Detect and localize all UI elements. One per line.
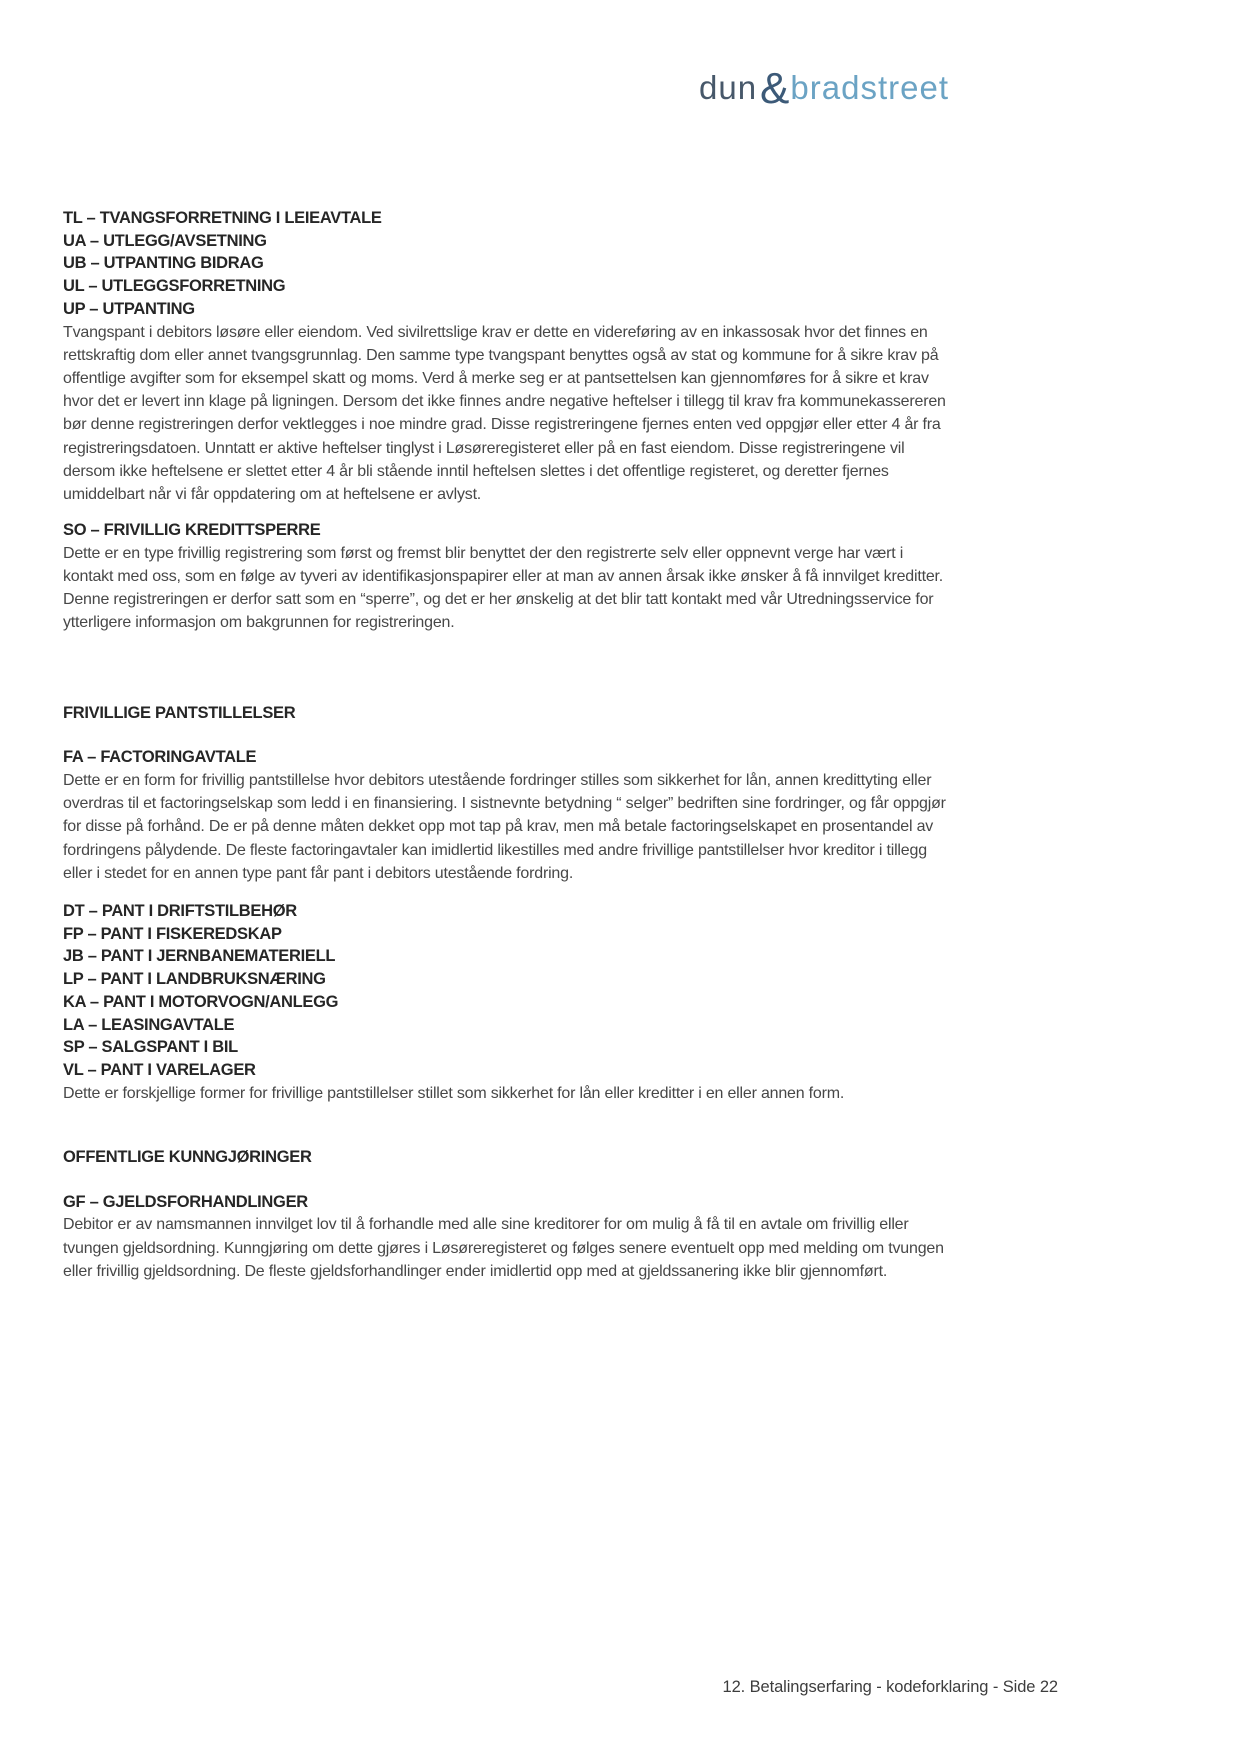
paragraph-kredittsperre: Dette er en type frivillig registrering som først og fremst blir benyttet der den registrerte selv eller oppnevnt verge har vært i kontakt med oss, som en følge av tyveri av identifikasjonspapirer eller at man av annen årsak ikke ønsker å få innvilget kreditter. Denne registreringen er derfor satt som en “sperre”, og det er her ønskelig at det blir tatt kontakt med vår Utredningsservice for ytterligere informasjon om bakgrunnen for registreringen. — [63, 544, 944, 632]
code-heading-ua: UA – UTLEGG/AVSETNING — [63, 231, 267, 250]
paragraph-frivillige-pantstillelser: Dette er forskjellige former for frivillige pantstillelser stillet som sikkerhet for lån eller kreditter i en eller annen form. — [63, 1084, 845, 1102]
logo-text-dun: dun — [698, 69, 758, 106]
code-heading-group-pant — [63, 900, 955, 1082]
section-heading-frivillige-pantstillelser: FRIVILLIGE PANTSTILLELSER — [63, 703, 296, 722]
logo-ampersand-icon: & — [760, 64, 790, 113]
code-heading-ka: KA – PANT I MOTORVOGN/ANLEGG — [63, 992, 339, 1011]
code-heading-dt: DT – PANT I DRIFTSTILBEHØR — [63, 902, 297, 921]
code-heading-vl: VL – PANT I VARELAGER — [63, 1061, 256, 1079]
paragraph-factoringavtale: Dette er en form for frivillig pantstillelse hvor debitors utestående fordringer stilles som sikkerhet for lån, annen kredittyting eller overdras til et factoringselskap som ledd i en finansiering. I sistnevnte betydning “ selger” bedriften sine fordringer, og får oppgjør for disse på forhånd. De er på denne måten dekket opp mot tap på krav, men må betale factoringselskapet en prosentandel av fordringens pålydende. De fleste factoringavtaler kan imidlertid likestilles med andre frivillige pantstillelser hvor kreditor i tillegg eller i stedet for en annen type pant får pant i debitors utestående fordring. — [63, 772, 946, 882]
code-heading-up: UP – UTPANTING — [63, 299, 195, 318]
code-heading-fp: FP – PANT I FISKEREDSKAP — [63, 924, 282, 943]
code-heading-group-tvangspant — [63, 207, 955, 321]
code-heading-ul: UL – UTLEGGSFORRETNING — [63, 277, 286, 296]
code-heading-gf: GF – GJELDSFORHANDLINGER — [63, 1192, 308, 1211]
code-heading-ub: UB – UTPANTING BIDRAG — [63, 254, 264, 273]
code-heading-so: SO – FRIVILLIG KREDITTSPERRE — [63, 521, 321, 540]
document-body — [63, 207, 955, 1283]
logo-text-bradstreet: bradstreet — [790, 69, 949, 106]
paragraph-tvangspant: Tvangspant i debitors løsøre eller eiendom. Ved sivilrettslige krav er dette en videreføring av en inkassosak hvor det finnes en rettskraftig dom eller annet tvangsgrunnlag. Den samme type tvangspant benyttes også av stat og kommune for å sikre krav på offentlige avgifter som for eksempel skatt og moms. Verd å merke seg er at pantsettelsen kan gjennomføres for å sikre et krav hvor det er levert inn klage på ligningen. Dersom det ikke finnes andre negative heftelser i tillegg til krav fra kommunekassereren bør denne registreringen derfor vektlegges i noe mindre grad. Disse registreringene fjernes enten ved oppgjør eller etter 4 år fra registreringsdatoen. Unntatt er aktive heftelser tinglyst i Løsøreregisteret eller på en fast eiendom. Disse registreringene vil dersom ikke heftelsene er slettet etter 4 år bli stående inntil heftelsen slettes i det offentlige registeret, og deretter fjernes umiddelbart når vi får oppdatering om at heftelsene er avlyst. — [63, 323, 946, 503]
paragraph-gjeldsforhandlinger: Debitor er av namsmannen innvilget lov til å forhandle med alle sine kreditorer for om mulig å få til en avtale om frivillig eller tvungen gjeldsordning. Kunngjøring om dette gjøres i Løsøreregisteret og følges senere eventuelt opp med melding om tvungen eller frivillig gjeldsordning. De fleste gjeldsforhandlinger ender imidlertid opp med at gjeldssanering ikke blir gjennomført. — [63, 1216, 944, 1280]
page-footer: 12. Betalingserfaring - kodeforklaring - Side 22 — [722, 1678, 1058, 1696]
code-heading-jb: JB – PANT I JERNBANEMATERIELL — [63, 947, 336, 966]
code-heading-sp: SP – SALGSPANT I BIL — [63, 1038, 238, 1057]
code-heading-fa: FA – FACTORINGAVTALE — [63, 748, 257, 767]
code-heading-lp: LP – PANT I LANDBRUKSNÆRING — [63, 970, 326, 989]
dun-bradstreet-logo — [698, 64, 949, 115]
section-heading-offentlige-kunngjoringer: OFFENTLIGE KUNNGJØRINGER — [63, 1147, 312, 1166]
code-heading-la: LA – LEASINGAVTALE — [63, 1015, 235, 1034]
code-heading-tl: TL – TVANGSFORRETNING I LEIEAVTALE — [63, 209, 382, 227]
